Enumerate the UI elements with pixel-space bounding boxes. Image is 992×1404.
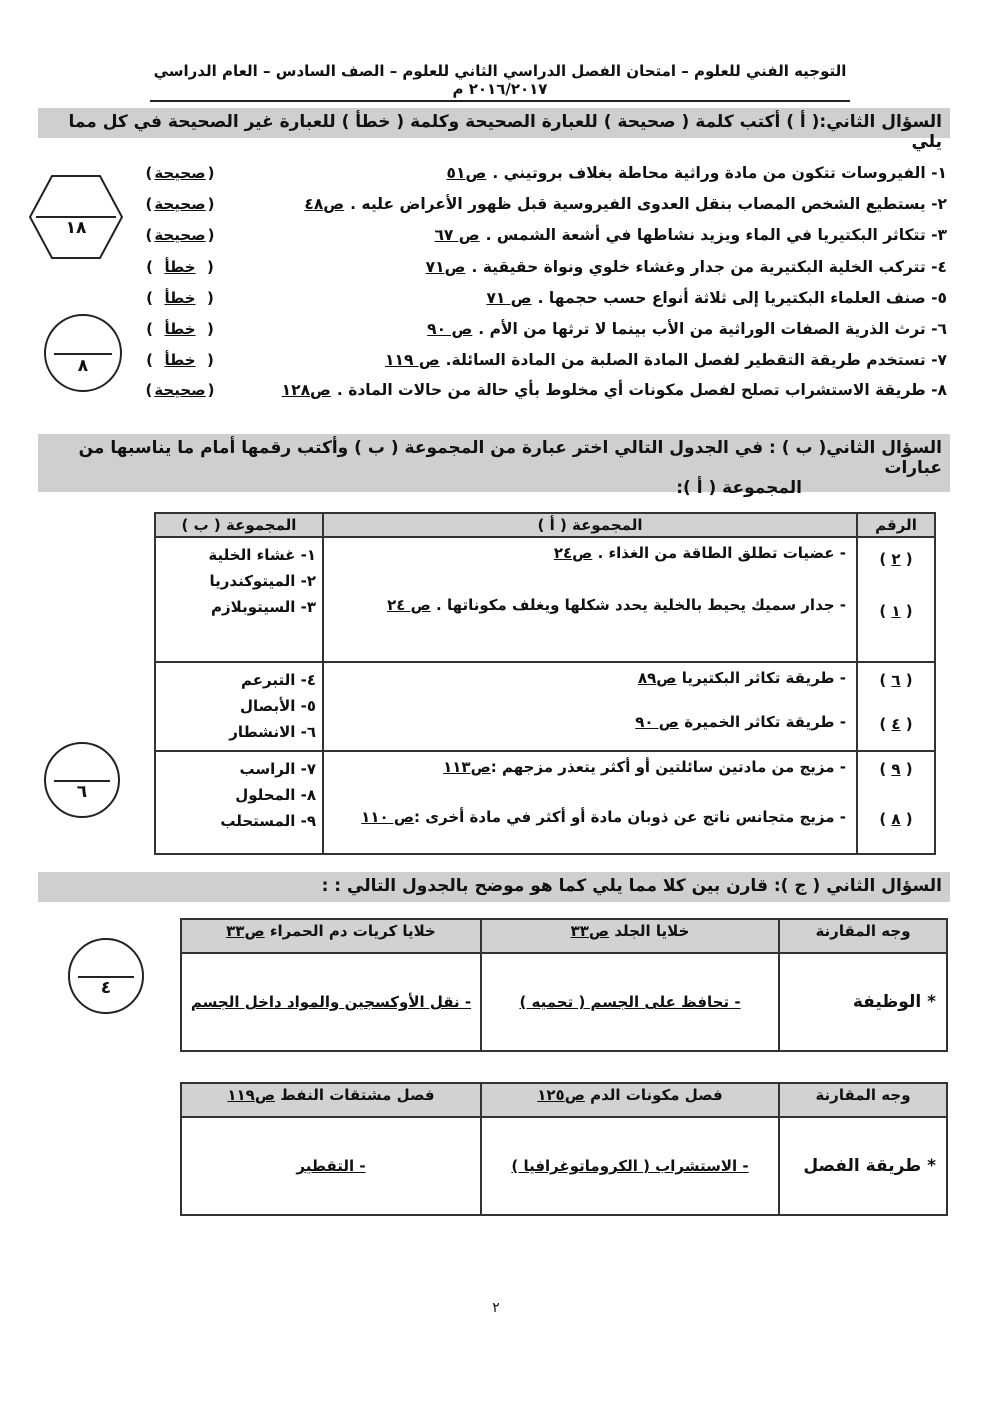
group-b-cell: ١- غشاء الخلية ٢- الميتوكندريا ٣- السيتوبلازم — [155, 537, 323, 662]
list-item: ١- الفيروسات تتكون من مادة وراثية محاطة بغلاف بروتيني .ص٥١ — [446, 164, 947, 182]
answer-field[interactable]: (خطأ) — [146, 289, 214, 307]
answer-number[interactable]: ٩ — [891, 760, 901, 778]
score-circle-c-value: ٤ — [100, 978, 112, 998]
table-row — [155, 751, 935, 854]
header-aspect: وجه المقارنة — [779, 919, 947, 953]
answer-field[interactable]: (صحيحة) — [145, 226, 215, 244]
section-c-title: السؤال الثاني ( ج ): قارن بين كلا مما يلي كما هو موضح بالجدول التالي : : — [38, 872, 950, 902]
header-aspect: وجه المقارنة — [779, 1083, 947, 1117]
answer-number[interactable]: ٢ — [891, 550, 901, 568]
list-item: ٤- تتركب الخلية البكتيرية من جدار وغشاء خلوي ونواة حقيقية .ص٧١ — [425, 258, 947, 276]
answer-number[interactable]: ٦ — [891, 671, 901, 689]
comparison-table-2 — [180, 1082, 948, 1216]
col2-cell: - التقطير — [181, 1117, 481, 1215]
answer-field[interactable]: (صحيحة) — [145, 164, 215, 182]
list-item: ٣- تتكاثر البكتيريا في الماء ويزيد نشاطها في أشعة الشمس .ص ٦٧ — [434, 226, 947, 244]
hexagon-shape — [28, 174, 124, 260]
col1-cell: - تحافظ على الجسم ( تحميه ) — [481, 953, 779, 1051]
answer-field[interactable]: (صحيحة) — [145, 195, 215, 213]
group-a-cell: - طريقة تكاثر البكتيريا ص٨٩ - طريقة تكاثر الخميرة ص ٩٠ — [323, 662, 857, 751]
comparison-table-1 — [180, 918, 948, 1052]
list-item: ٨- طريقة الاستشراب تصلح لفصل مكونات أي مخلوط بأي حالة من حالات المادة .ص١٢٨ — [281, 381, 947, 399]
answer-field[interactable]: (خطأ) — [146, 320, 214, 338]
table-row — [155, 662, 935, 751]
total-score-hexagon — [28, 174, 124, 260]
answer-field[interactable]: (خطأ) — [146, 258, 214, 276]
matching-table — [154, 512, 936, 855]
answer-number[interactable]: ١ — [891, 602, 901, 620]
group-b-cell: ٧- الراسب ٨- المحلول ٩- المستحلب — [155, 751, 323, 854]
table-row — [155, 537, 935, 662]
aspect-cell: * طريقة الفصل — [779, 1117, 947, 1215]
list-item: ٥- صنف العلماء البكتيريا إلى ثلاثة أنواع حسب حجمها .ص ٧١ — [486, 289, 947, 307]
section-a-title: السؤال الثاني:( أ ) أكتب كلمة ( صحيحة ) للعبارة الصحيحة وكلمة ( خطأ ) للعبارة غير الصحيحة في كل مما يلي — [38, 108, 950, 138]
score-circle-a-value: ٨ — [77, 356, 89, 376]
list-item: ٧- تستخدم طريقة التقطير لفصل المادة الصلبة من المادة السائلة.ص ١١٩ — [385, 351, 947, 369]
answer-numbers: ( ٢ ) ( ١ ) — [857, 537, 935, 662]
group-b-cell: ٤- التبرعم ٥- الأبصال ٦- الانشطار — [155, 662, 323, 751]
section-b-title-line1: السؤال الثاني( ب ) : في الجدول التالي اختر عبارة من المجموعة ( ب ) وأكتب رقمها أمام ما يناسبها من عبارات — [78, 438, 942, 478]
col1-cell: - الاستشراب ( الكروماتوغرافيا ) — [481, 1117, 779, 1215]
header-col1: خلايا الجلد ص٣٣ — [481, 919, 779, 953]
table-row — [181, 953, 947, 1051]
table-row — [181, 1117, 947, 1215]
answer-numbers: ( ٦ ) ( ٤ ) — [857, 662, 935, 751]
answer-number[interactable]: ٨ — [891, 810, 901, 828]
header-number: الرقم — [857, 513, 935, 537]
hexagon-score-value: ١٨ — [65, 218, 87, 238]
header-group-b: المجموعة ( ب ) — [155, 513, 323, 537]
score-circle-c — [68, 938, 144, 1014]
aspect-cell: * الوظيفة — [779, 953, 947, 1051]
group-a-cell: - عضيات تطلق الطاقة من الغذاء . ص٢٤ - جدار سميك يحيط بالخلية يحدد شكلها ويغلف مكوناتها . ص ٢٤ — [323, 537, 857, 662]
exam-header: التوجيه الفني للعلوم – امتحان الفصل الدراسي الثاني للعلوم – الصف السادس – العام الدراسي ٢٠١٦/٢٠١٧ م — [150, 62, 850, 102]
section-b-title — [38, 434, 950, 498]
score-circle-b — [44, 742, 120, 818]
answer-numbers: ( ٩ ) ( ٨ ) — [857, 751, 935, 854]
group-a-cell: - مزيج من مادتين سائلتين أو أكثر يتعذر مزجهم :ص١١٣ - مزيج متجانس ناتج عن ذوبان مادة أو أكثر في مادة أخرى :ص ١١٠ — [323, 751, 857, 854]
header-col2: فصل مشتقات النفط ص١١٩ — [181, 1083, 481, 1117]
page-number: ٢ — [492, 1300, 500, 1316]
col2-cell: - نقل الأوكسجين والمواد داخل الجسم — [181, 953, 481, 1051]
answer-field[interactable]: (صحيحة) — [145, 381, 215, 399]
score-circle-a — [44, 314, 122, 392]
answer-number[interactable]: ٤ — [891, 715, 901, 733]
answer-field[interactable]: (خطأ) — [146, 351, 214, 369]
section-b-title-line2: المجموعة ( أ ): — [676, 478, 802, 498]
header-group-a: المجموعة ( أ ) — [323, 513, 857, 537]
score-circle-b-value: ٦ — [76, 782, 88, 802]
list-item: ٢- يستطيع الشخص المصاب بنقل العدوى الفيروسية قبل ظهور الأعراض عليه .ص٤٨ — [304, 195, 947, 213]
header-col2: خلايا كريات دم الحمراء ص٣٣ — [181, 919, 481, 953]
list-item: ٦- ترث الذرية الصفات الوراثية من الأب بينما لا ترثها من الأم .ص ٩٠ — [427, 320, 947, 338]
header-col1: فصل مكونات الدم ص١٢٥ — [481, 1083, 779, 1117]
